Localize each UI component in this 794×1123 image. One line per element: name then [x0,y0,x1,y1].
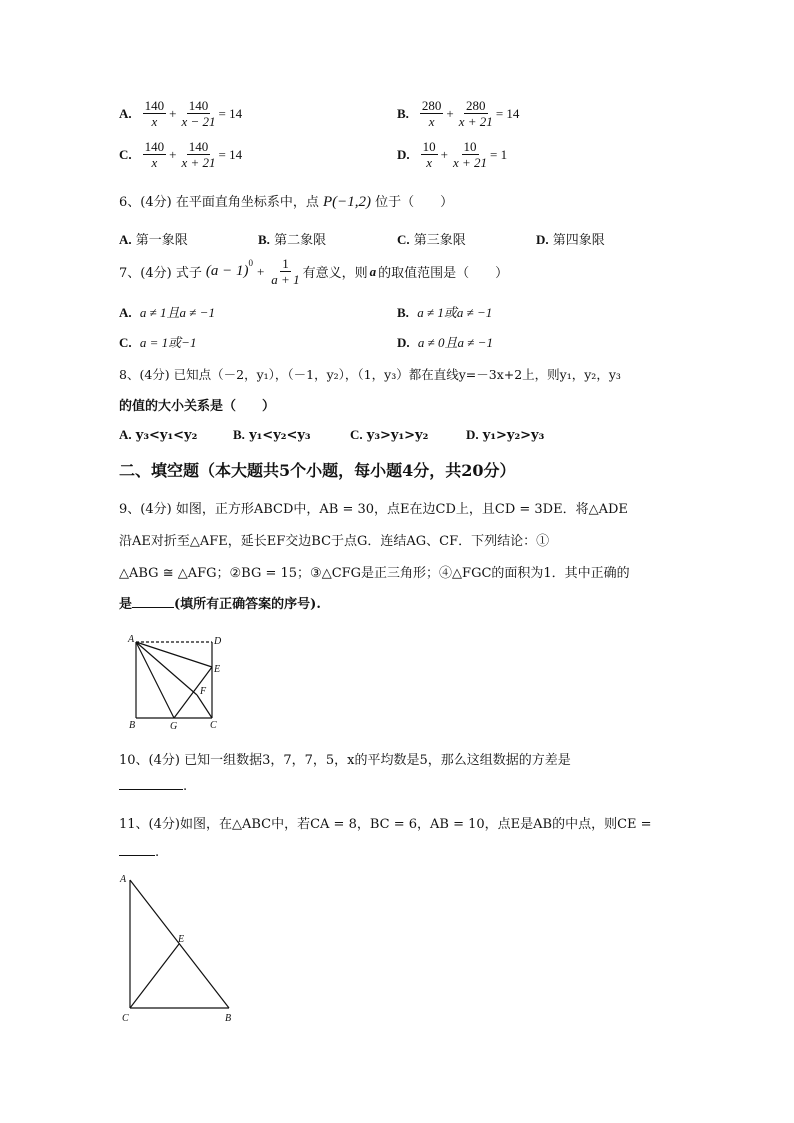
label-g: G [170,721,178,732]
equation-rhs: = 14 [218,105,243,121]
q8-option-a [119,427,197,443]
denominator: x − 21 [181,114,216,129]
q7-base: (a − 1) [205,263,249,279]
q9-figure [126,632,236,732]
option-label: A. [119,427,132,442]
denominator: x [151,114,158,129]
q11-period: . [155,845,160,860]
q5-option-d [397,139,507,170]
q8-line2: 的值的大小关系是（ ） [119,399,276,414]
label-a: A [128,634,135,645]
label-a: A [120,874,127,885]
equation-rhs: = 14 [495,105,520,121]
q9-line4 [119,593,321,612]
q10-line2 [119,779,187,794]
numerator: 10 [463,139,477,154]
denominator: x [426,155,433,170]
q7-option-b [397,302,492,321]
denominator: a + 1 [271,272,300,287]
q10-period: . [183,779,188,794]
fraction [457,98,495,129]
label-b: B [225,1013,232,1024]
option-text: 第三象限 [413,233,466,248]
q7-option-a [119,302,215,321]
q8-line1: 8、(4分) 已知点（－2，y₁），（－1，y₂），（1，y₃）都在直线y=－3x+2上，则y₁，y₂，y₃ [119,367,621,382]
label-c: C [122,1013,129,1024]
numerator: 140 [144,98,165,113]
option-label: D. [397,146,410,162]
option-text: y₁<y₂<y₃ [249,428,311,443]
answer-blank[interactable] [132,607,174,608]
denominator: x + 21 [458,114,493,129]
plus-sign: + [446,105,454,121]
option-label: B. [397,305,409,320]
option-label: D. [397,335,410,350]
q5-option-a [119,98,242,129]
equation-rhs: = 14 [218,146,243,162]
numerator: 140 [188,98,209,113]
option-label: A. [119,232,132,247]
numerator: 10 [422,139,436,154]
option-text: a ≠ 1且a ≠ −1 [139,305,215,320]
q9-line4-pre: 是 [119,597,133,612]
q9-line2: 沿AE对折至△AFE，延长EF交边BC于点G．连结AG、CF．下列结论：① [119,534,550,549]
option-label: D. [466,427,479,442]
option-label: A. [119,305,132,320]
option-text: 第一象限 [135,233,188,248]
option-label: C. [119,146,132,162]
segment-ag [136,642,174,718]
q5-option-b [397,98,519,129]
option-label: B. [397,105,409,121]
segment-cf [197,695,212,718]
q6-text: 6、(4分) 在平面直角坐标系中，点 [119,195,319,210]
label-d: D [214,636,222,647]
option-text: y₃<y₁<y₂ [135,428,198,443]
segment-af [136,642,197,695]
plus-sign: + [440,146,448,162]
fraction [420,98,444,129]
q9-line3: △ABG ≅ △AFG；②BG = 15；③△CFG是正三角形；④△FGC的面积为1．其中正确的 [119,566,630,581]
numerator: 1 [282,256,289,271]
option-text: y₃>y₁>y₂ [366,428,429,443]
option-text: a = 1或−1 [139,335,197,350]
label-e: E [178,934,185,945]
fraction [451,139,489,170]
denominator: x + 21 [181,155,216,170]
fraction [421,139,438,170]
q11-figure [116,868,246,1028]
plus-sign: + [169,146,177,162]
q6-stem [119,191,453,211]
label-e: E [214,664,221,675]
label-b: B [129,720,136,731]
label-f: F [200,686,207,697]
option-label: C. [397,232,410,247]
q8-option-c [350,427,428,443]
q7-option-d [397,332,493,351]
q5-option-c [119,139,242,170]
section-title: 二、填空题（本大题共5个小题，每小题4分，共20分） [119,461,516,480]
option-label: A. [119,105,132,121]
q6-option-b [258,229,326,248]
q7-exponent: 0 [248,258,253,268]
q6-option-d [536,229,605,248]
segment-ae [136,642,212,667]
q7-option-c [119,332,196,351]
option-label: B. [258,232,270,247]
option-text: 第二象限 [274,233,327,248]
q7-stem [119,256,508,287]
q6-option-c [397,229,466,248]
denominator: x + 21 [452,155,488,170]
q10-line1: 10、(4分) 已知一组数据3，7，7，5，x的平均数是5，那么这组数据的方差是 [119,753,571,768]
q11-line2 [119,845,159,860]
fraction [269,256,301,287]
q11-line1: 11、(4分)如图，在△ABC中，若CA = 8，BC = 6，AB = 10，点E是AB的中点，则CE = [119,817,652,832]
answer-blank[interactable] [119,789,183,790]
q7-var: a [369,263,377,279]
option-text: 第四象限 [552,233,605,248]
option-label: B. [233,427,245,442]
q6-point: P(−1,2) [322,194,371,210]
numerator: 280 [421,98,442,113]
q7-tail2: 的取值范围是（ ） [378,266,509,281]
plus-sign: + [256,263,265,279]
denominator: x [151,155,158,170]
option-label: D. [536,232,549,247]
fraction [179,139,217,170]
numerator: 140 [144,139,165,154]
option-label: C. [350,427,363,442]
numerator: 140 [188,139,209,154]
label-c: C [210,720,217,731]
option-text: a ≠ 0且a ≠ −1 [417,335,493,350]
q9-line1: 9、(4分) 如图，正方形ABCD中，AB = 30，点E在边CD上，且CD = 3DE．将△ADE [119,502,628,517]
fraction [143,139,167,170]
option-label: C. [119,335,132,350]
q6-tail: 位于（ ） [375,195,454,210]
denominator: x [428,114,435,129]
q7-prefix: 7、(4分) 式子 [119,266,202,281]
option-text: a ≠ 1或a ≠ −1 [417,305,493,320]
numerator: 280 [466,98,486,113]
answer-blank[interactable] [119,855,155,856]
equation-rhs: = 1 [490,146,508,162]
q8-option-b [233,427,311,443]
q6-option-a [119,229,188,248]
segment-ce [130,944,179,1008]
option-text: y₁>y₂>y₃ [482,428,545,443]
fraction [143,98,167,129]
fraction [179,98,217,129]
q7-tail: 有意义，则 [302,266,368,281]
q9-line4-post: (填所有正确答案的序号). [174,597,321,612]
plus-sign: + [169,105,177,121]
q8-option-d [466,427,544,443]
